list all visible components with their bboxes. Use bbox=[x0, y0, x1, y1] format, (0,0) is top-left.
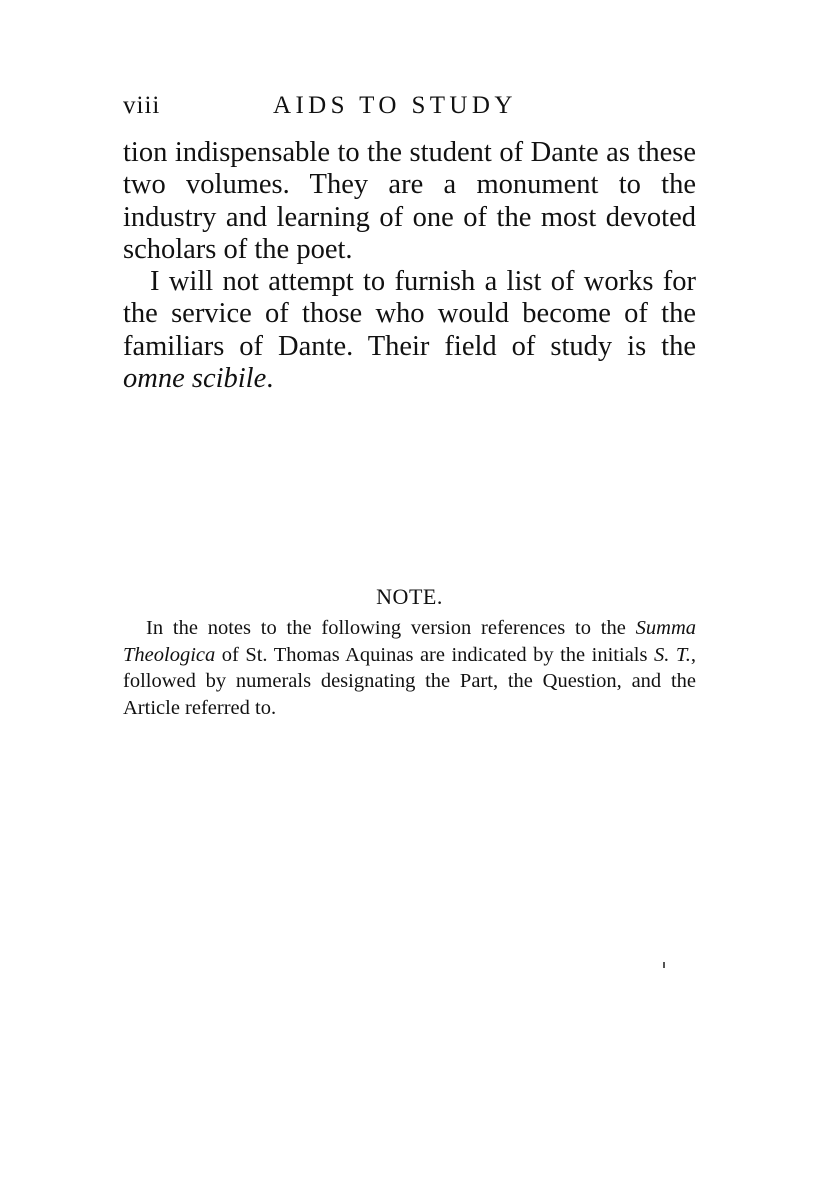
note-text-part-1: In the notes to the following version references to the bbox=[146, 617, 636, 639]
paragraph-works bbox=[123, 266, 696, 395]
body-text bbox=[123, 137, 696, 395]
paragraph-works-end: . bbox=[266, 363, 274, 395]
note-paragraph bbox=[123, 615, 696, 722]
running-head bbox=[123, 92, 698, 124]
note-text-part-3: , followed by numerals designating the Part, the Question, and the Article referred to. bbox=[123, 643, 696, 720]
omne-scibile-phrase: omne scibile bbox=[123, 363, 267, 395]
summa-theologica-title: Summa Theologica bbox=[123, 617, 696, 666]
stray-ink-mark bbox=[663, 962, 665, 968]
note-heading: NOTE. bbox=[376, 584, 443, 609]
paragraph-works-text: I will not attempt to furnish a list of works for the service of those who would become of the familiars of Dante. Their field of study is the bbox=[123, 266, 696, 362]
page-number: viii bbox=[123, 92, 161, 119]
note-text-part-2: of St. Thomas Aquinas are indicated by the initials bbox=[215, 643, 654, 666]
initials-st: S. T. bbox=[653, 643, 691, 666]
running-title: AIDS TO STUDY bbox=[273, 92, 517, 119]
paragraph-continued: tion indispensable to the student of Dante as these two volumes. They are a monument to the industry and learning of one of the most devoted scholars of the poet. bbox=[123, 137, 696, 265]
note-text bbox=[123, 615, 696, 722]
